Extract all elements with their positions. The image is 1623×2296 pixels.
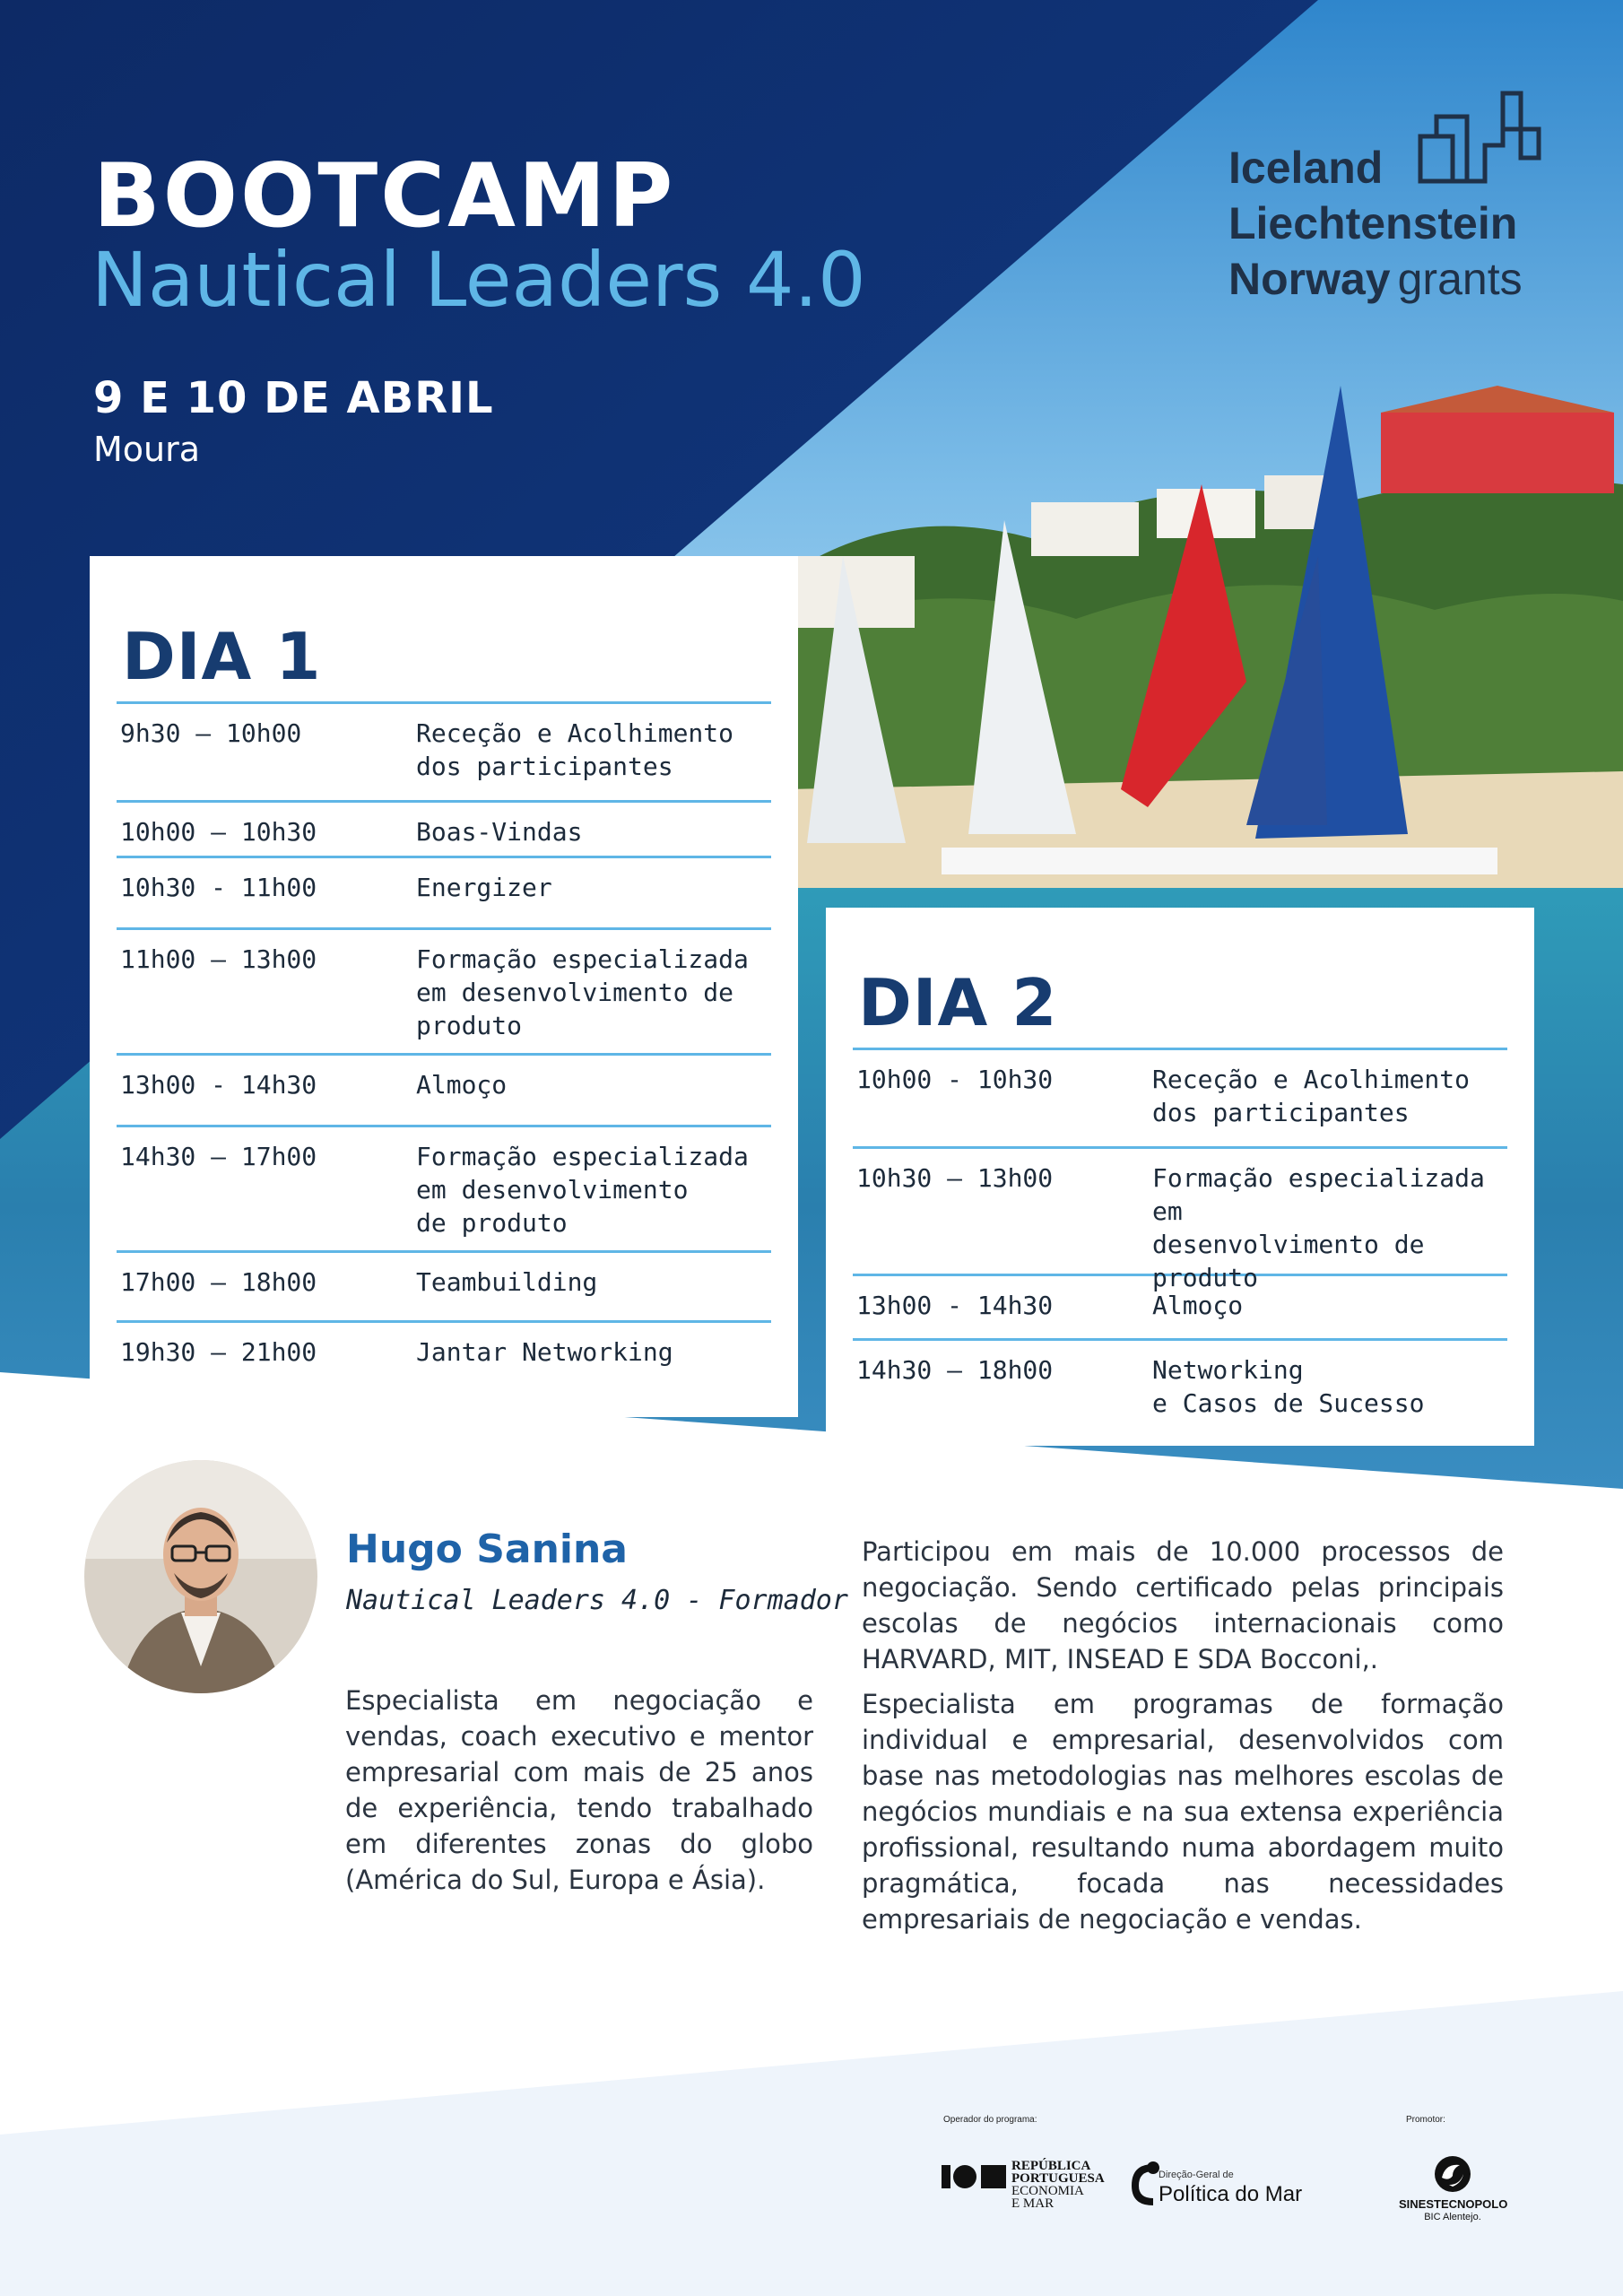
grants-logo-icon xyxy=(1413,90,1548,188)
schedule-time: 11h00 – 13h00 xyxy=(120,944,317,974)
sinestecnopolo-sub: BIC Alentejo. xyxy=(1424,2212,1481,2222)
speaker-role: Nautical Leaders 4.0 - Formador xyxy=(346,1585,848,1616)
day2-title: DIA 2 xyxy=(858,965,1058,1040)
schedule-time: 17h00 – 18h00 xyxy=(120,1267,317,1297)
republica-line2: PORTUGUESA xyxy=(1011,2171,1105,2186)
schedule-row xyxy=(117,927,771,1053)
sinestecnopolo-logo-icon xyxy=(1433,2154,1472,2194)
schedule-activity: Formação especializada em desenvolvimento de produto xyxy=(416,944,749,1040)
schedule-row xyxy=(117,1125,771,1250)
day1-schedule-card xyxy=(90,556,798,1417)
dgpm-small: Direção-Geral de xyxy=(1159,2170,1234,2180)
speaker-name: Hugo Sanina xyxy=(346,1526,628,1572)
speaker-photo xyxy=(84,1460,317,1693)
operator-label: Operador do programa: xyxy=(943,2115,1037,2125)
schedule-activity: Networking e Casos de Sucesso xyxy=(1152,1355,1425,1418)
republica-line3: ECONOMIA xyxy=(1011,2184,1084,2198)
event-subtitle: Nautical Leaders 4.0 xyxy=(91,236,866,324)
schedule-row xyxy=(117,1250,771,1320)
schedule-row xyxy=(117,1053,771,1125)
grants-line-iceland: Iceland xyxy=(1228,143,1384,193)
republica-line4: E MAR xyxy=(1011,2196,1055,2211)
schedule-activity: Formação especializada em desenvolvimento de produto xyxy=(416,1142,749,1238)
schedule-row xyxy=(853,1338,1507,1437)
day2-rows xyxy=(853,1048,1507,1437)
dgpm-big: Política do Mar xyxy=(1159,2182,1303,2206)
promoter-label: Promotor: xyxy=(1406,2115,1445,2125)
schedule-row xyxy=(853,1146,1507,1292)
schedule-activity: Jantar Networking xyxy=(416,1337,673,1367)
republica-logo xyxy=(942,2160,1103,2222)
schedule-activity: Energizer xyxy=(416,873,552,902)
schedule-time: 9h30 – 10h00 xyxy=(120,718,302,748)
sinestecnopolo-logo xyxy=(1399,2154,1506,2235)
schedule-activity: Almoço xyxy=(1152,1291,1244,1320)
schedule-activity: Receção e Acolhimento dos participantes xyxy=(416,718,734,781)
schedule-time: 14h30 – 17h00 xyxy=(120,1142,317,1171)
schedule-time: 13h00 - 14h30 xyxy=(856,1291,1054,1320)
schedule-time: 10h00 – 10h30 xyxy=(120,817,317,847)
schedule-activity: Formação especializada em desenvolvimento de produto xyxy=(1152,1163,1485,1292)
dgpm-logo-icon xyxy=(1126,2157,1162,2211)
schedule-time: 10h30 – 13h00 xyxy=(856,1163,1054,1193)
schedule-time: 14h30 – 18h00 xyxy=(856,1355,1054,1385)
schedule-row xyxy=(117,701,771,800)
event-date: 9 E 10 DE ABRIL xyxy=(93,373,494,423)
day1-rows xyxy=(117,701,771,1383)
schedule-row xyxy=(117,800,771,856)
grants-norway: Norway xyxy=(1228,254,1391,304)
republica-logo-icon xyxy=(942,2163,1008,2190)
speaker-bio-right-1: Participou em mais de 10.000 processos de negociação. Sendo certificado pelas principais escolas de negócios internacionais como HARVARD, MIT, INSEAD E SDA Bocconi,. xyxy=(862,1536,1504,1674)
schedule-time: 19h30 – 21h00 xyxy=(120,1337,317,1367)
schedule-row xyxy=(117,856,771,927)
dgpm-logo xyxy=(1126,2157,1324,2220)
event-location: Moura xyxy=(93,430,201,469)
speaker-avatar xyxy=(84,1460,317,1693)
schedule-activity: Receção e Acolhimento dos participantes xyxy=(1152,1065,1471,1127)
grants-logo xyxy=(1228,90,1551,323)
grants-line-norway xyxy=(1228,254,1523,304)
schedule-time: 10h00 - 10h30 xyxy=(856,1065,1054,1094)
schedule-activity: Boas-Vindas xyxy=(416,817,583,847)
schedule-row xyxy=(117,1320,771,1383)
schedule-time: 10h30 - 11h00 xyxy=(120,873,317,902)
footer-background xyxy=(0,1883,1623,2296)
day2-schedule-card xyxy=(826,908,1534,1446)
event-title: BOOTCAMP xyxy=(93,145,676,248)
schedule-row xyxy=(853,1048,1507,1146)
grants-grants: grants xyxy=(1397,254,1523,304)
grants-line-liechtenstein: Liechtenstein xyxy=(1228,198,1518,248)
day1-title: DIA 1 xyxy=(122,619,322,694)
speaker-bio-left: Especialista em negociação e vendas, coach executivo e mentor empresarial com mais de 25 anos de experiência, tendo trabalhado em diferentes zonas do globo (América do Sul, Europa e Ásia). xyxy=(345,1685,813,1895)
schedule-activity: Almoço xyxy=(416,1070,508,1100)
schedule-activity: Teambuilding xyxy=(416,1267,598,1297)
speaker-bio-right-2: Especialista em programas de formação individual e empresarial, desenvolvidos com base nas metodologias nas melhores escolas de negócios mundiais e na sua extensa experiência profissional, resultando numa abordagem muito pragmática, focada nas necessidades empresariais de negociação e vendas. xyxy=(862,1689,1504,1935)
sinestecnopolo-name: SINESTECNOPOLO xyxy=(1399,2197,1508,2211)
republica-line1: REPÚBLICA xyxy=(1011,2159,1091,2173)
schedule-time: 13h00 - 14h30 xyxy=(120,1070,317,1100)
